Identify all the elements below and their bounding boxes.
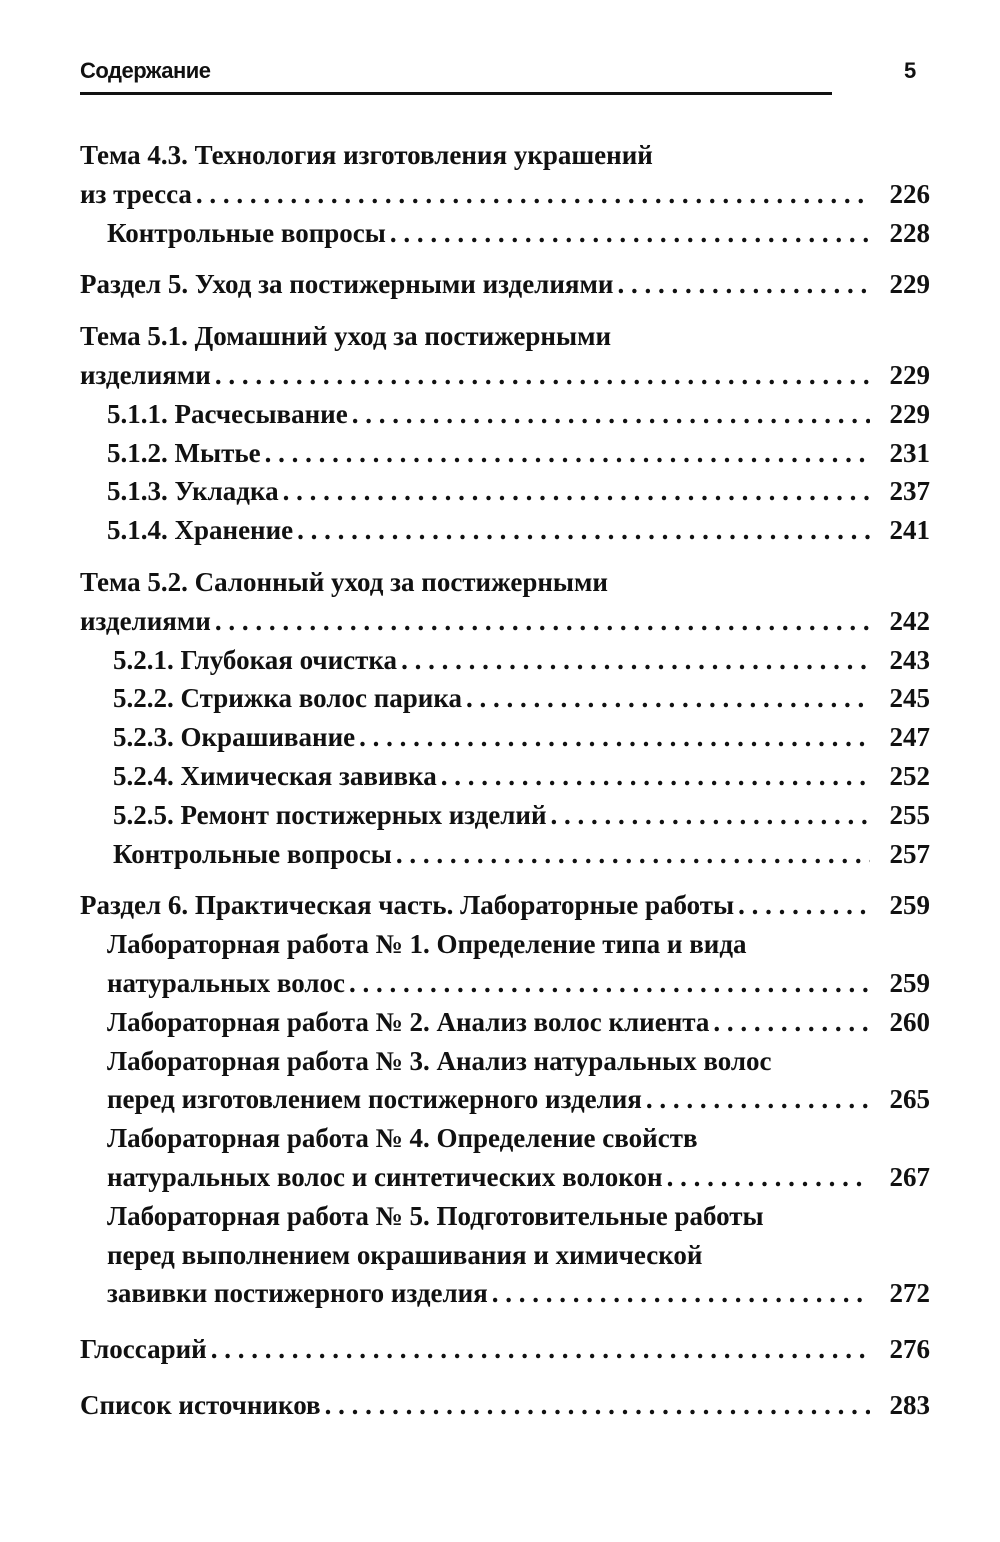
toc-entry-page: 242 [889, 605, 930, 636]
dot-leader [441, 757, 870, 796]
toc-entry-page: 257 [889, 838, 930, 869]
dot-leader [283, 472, 870, 511]
toc-entry-page: 276 [889, 1334, 930, 1365]
toc-entry-title: Контрольные вопросы [113, 838, 392, 869]
toc-entry[interactable] [80, 679, 930, 718]
toc-entry-title: 5.1.3. Укладка [107, 476, 279, 507]
toc-entry-page: 229 [889, 359, 930, 390]
toc-entry-line [107, 1197, 930, 1236]
toc-entry-page: 229 [889, 398, 930, 429]
toc-entry[interactable] [80, 395, 930, 434]
toc-entry-page: 272 [889, 1278, 930, 1309]
toc-entry[interactable] [80, 1386, 930, 1425]
running-head [80, 58, 832, 98]
toc-entry[interactable] [80, 925, 930, 1003]
dot-leader [551, 796, 870, 835]
toc-entry-title: перед выполнением окрашивания и химической [107, 1239, 703, 1270]
toc-entry-line [107, 395, 930, 434]
dot-leader [738, 886, 870, 925]
toc-entry-page: 259 [889, 967, 930, 998]
toc-entry-line [107, 964, 930, 1003]
toc-entry-title: 5.1.4. Хранение [107, 515, 294, 546]
toc-entry-line [107, 434, 930, 473]
dot-leader [713, 1003, 870, 1042]
toc-entry-line [80, 563, 930, 602]
toc-entry-title: 5.2.5. Ремонт постижерных изделий [113, 799, 547, 830]
toc-entry-line [113, 835, 930, 874]
toc-entry-title: завивки постижерного изделия [107, 1278, 488, 1309]
toc-entry-title: 5.2.4. Химическая завивка [113, 760, 437, 791]
toc-entry-title: 5.2.2. Стрижка волос парика [113, 683, 462, 714]
toc-entry-page: 245 [889, 683, 930, 714]
dot-leader [297, 511, 870, 550]
toc-entry-title: Раздел 6. Практическая часть. Лабораторные работы [80, 890, 735, 921]
toc-entry-line [113, 796, 930, 835]
toc-entry[interactable] [80, 1003, 930, 1042]
toc-entry[interactable] [80, 641, 930, 680]
toc-entry-page: 229 [889, 269, 930, 300]
toc-entry[interactable] [80, 265, 930, 304]
dot-leader [466, 679, 870, 718]
running-title: Содержание [80, 58, 211, 83]
dot-leader [617, 265, 870, 304]
toc-entry[interactable] [80, 886, 930, 925]
toc-entry-line [80, 136, 930, 175]
toc-entry[interactable] [80, 1197, 930, 1313]
table-of-contents [80, 136, 930, 1425]
toc-entry-line [113, 718, 930, 757]
toc-entry-title: 5.2.3. Окрашивание [113, 722, 356, 753]
dot-leader [646, 1080, 870, 1119]
toc-entry-title: Тема 5.2. Салонный уход за постижерными [80, 566, 608, 597]
dot-leader [196, 175, 870, 214]
toc-entry-line [107, 1236, 930, 1275]
toc-entry-title: Лабораторная работа № 5. Подготовительные работы [107, 1200, 764, 1231]
toc-entry[interactable] [80, 757, 930, 796]
toc-entry[interactable] [80, 472, 930, 511]
toc-entry-line [107, 472, 930, 511]
toc-entry[interactable] [80, 718, 930, 757]
toc-entry-line [80, 356, 930, 395]
toc-entry-title: Глоссарий [80, 1334, 207, 1365]
toc-entry-page: 255 [889, 799, 930, 830]
toc-entry-line [80, 886, 930, 925]
toc-entry-title: Лабораторная работа № 4. Определение свойств [107, 1123, 698, 1154]
toc-entry-line [107, 1274, 930, 1313]
toc-entry-page: 259 [889, 890, 930, 921]
toc-entry-page: 267 [889, 1161, 930, 1192]
toc-entry-title: Список источников [80, 1389, 321, 1420]
toc-entry-line [113, 757, 930, 796]
toc-entry-line [80, 1330, 930, 1369]
toc-entry-title: натуральных волос и синтетических волокон [107, 1161, 663, 1192]
toc-entry-line [80, 602, 930, 641]
toc-entry-title: Тема 5.1. Домашний уход за постижерными [80, 321, 612, 352]
toc-entry-title: Лабораторная работа № 1. Определение типа и вида [107, 929, 747, 960]
toc-entry-title: изделиями [80, 359, 211, 390]
toc-entry[interactable] [80, 136, 930, 214]
toc-entry-title: натуральных волос [107, 967, 346, 998]
toc-entry-title: изделиями [80, 605, 211, 636]
toc-entry-title: Контрольные вопросы [107, 217, 386, 248]
toc-entry-page: 247 [889, 722, 930, 753]
toc-entry-title: Тема 4.3. Технология изготовления украшений [80, 140, 653, 170]
dot-leader [211, 1330, 870, 1369]
dot-leader [359, 718, 870, 757]
toc-entry-line [80, 265, 930, 304]
toc-entry[interactable] [80, 1119, 930, 1197]
dot-leader [667, 1158, 870, 1197]
toc-entry[interactable] [80, 1042, 930, 1120]
toc-entry-title: Лабораторная работа № 2. Анализ волос клиента [107, 1006, 710, 1037]
toc-entry[interactable] [80, 1330, 930, 1369]
dot-leader [215, 602, 870, 641]
toc-entry-line [113, 679, 930, 718]
toc-entry[interactable] [80, 563, 930, 641]
dot-leader [352, 395, 870, 434]
toc-entry-line [107, 214, 930, 253]
toc-entry-title: 5.1.2. Мытье [107, 437, 261, 468]
toc-entry-line [80, 317, 930, 356]
toc-entry-line [107, 1119, 930, 1158]
dot-leader [401, 641, 870, 680]
toc-entry[interactable] [80, 796, 930, 835]
toc-entry-title: Раздел 5. Уход за постижерными изделиями [80, 269, 614, 300]
toc-entry-page: 228 [889, 217, 930, 248]
toc-entry-page: 241 [889, 515, 930, 546]
toc-entry-page: 260 [889, 1006, 930, 1037]
toc-entry[interactable] [80, 317, 930, 395]
toc-entry-line [107, 1158, 930, 1197]
toc-entry-page: 243 [889, 644, 930, 675]
toc-entry[interactable] [80, 434, 930, 473]
toc-entry-line [107, 925, 930, 964]
toc-entry-page: 283 [889, 1389, 930, 1420]
toc-entry[interactable] [80, 835, 930, 874]
dot-leader [215, 356, 870, 395]
dot-leader [349, 964, 870, 1003]
toc-entry[interactable] [80, 511, 930, 550]
toc-entry-page: 226 [889, 178, 930, 209]
toc-entry-line [113, 641, 930, 680]
toc-entry-title: 5.2.1. Глубокая очистка [113, 644, 398, 675]
toc-entry-line [107, 511, 930, 550]
page-number: 5 [904, 58, 917, 83]
toc-entry-page: 265 [889, 1084, 930, 1115]
toc-entry-title: перед изготовлением постижерного изделия [107, 1084, 642, 1115]
dot-leader [390, 214, 870, 253]
toc-entry-page: 231 [889, 437, 930, 468]
toc-entry-page: 252 [889, 760, 930, 791]
dot-leader [325, 1386, 870, 1425]
dot-leader [396, 835, 870, 874]
toc-entry-line [80, 1386, 930, 1425]
dot-leader [265, 434, 870, 473]
dot-leader [492, 1274, 870, 1313]
toc-entry-title: Лабораторная работа № 3. Анализ натуральных волос [107, 1045, 772, 1076]
toc-entry-line [107, 1003, 930, 1042]
toc-entry[interactable] [80, 214, 930, 253]
toc-entry-line [80, 175, 930, 214]
toc-entry-title: из тресса [80, 178, 192, 209]
toc-entry-line [107, 1080, 930, 1119]
toc-entry-page: 237 [889, 476, 930, 507]
header-rule [80, 92, 832, 95]
toc-entry-title: 5.1.1. Расчесывание [107, 398, 348, 429]
toc-entry-line [107, 1042, 930, 1081]
